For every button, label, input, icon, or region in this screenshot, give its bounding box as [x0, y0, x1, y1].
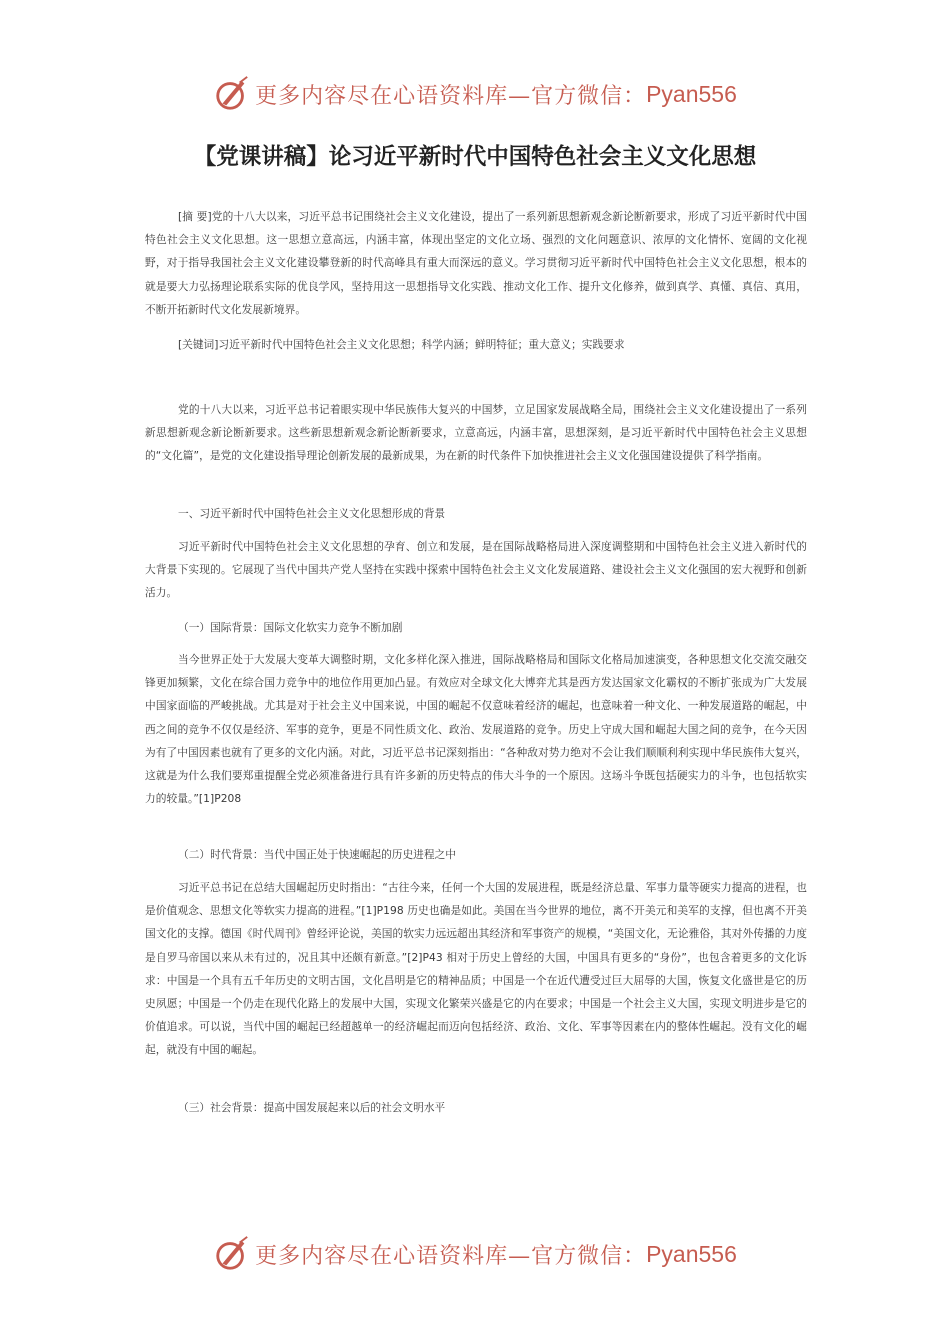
section-heading-1: 一、习近平新时代中国特色社会主义文化思想形成的背景: [178, 507, 446, 520]
subsection-heading-3: （三）社会背景：提高中国发展起来以后的社会文明水平: [178, 1101, 446, 1114]
footer-banner: [0, 1232, 950, 1276]
banner-wechat-id: Pyan556: [646, 1240, 737, 1267]
subsection-2-paragraph: 习近平总书记在总结大国崛起历史时指出：“古往今来，任何一个大国的发展进程，既是经济总量、军事力量等硬实力提高的进程，也是价值观念、思想文化等软实力提高的进程。”[1]P198 历史也确是如此。美国在当今世界的地位，离不开美元和美军的支撑，但也离不开美国文化的支撑。德国《时代周刊》曾经评论说，美国的软实力远远超出其经济和军事资产的规模，“美国文化，无论雅俗，其对外传播的力度是自罗马帝国以来从未有过的，况且其中还颇有新意。”[2]P43 相对于历史上曾经的大国，中国具有更多的“身份”，也包含着更多的文化诉求：中国是一个具有五千年历史的文明古国，文化昌明是它的精神品质；中国是一个在近代遭受过巨大屈辱的大国，恢复文化盛世是它的历史夙愿；中国是一个仍走在现代化路上的发展中大国，实现文化繁荣兴盛是它的内在要求；中国是一个社会主义大国，实现文明进步是它的价值追求。可以说，当代中国的崛起已经超越单一的经济崛起而迈向包括经济、政治、文化、军事等因素在内的整体性崛起。没有文化的崛起，就没有中国的崛起。: [145, 881, 807, 1057]
banner-text: 更多内容尽在心语资料库—官方微信：: [255, 1243, 647, 1269]
document-title: 【党课讲稿】论习近平新时代中国特色社会主义文化思想: [193, 144, 757, 170]
quill-logo-icon: [213, 1235, 251, 1273]
section-1-paragraph: 习近平新时代中国特色社会主义文化思想的孕育、创立和发展，是在国际战略格局进入深度调整期和中国特色社会主义进入新时代的大背景下实现的。它展现了当代中国共产党人坚持在实践中探索中国特色社会主义文化发展道路、建设社会主义文化强国的宏大视野和创新活力。: [145, 540, 807, 600]
subsection-heading-1: （一）国际背景：国际文化软实力竞争不断加剧: [178, 621, 403, 634]
abstract-paragraph: [摘 要]党的十八大以来，习近平总书记围绕社会主义文化建设，提出了一系列新思想新观念新论断新要求，形成了习近平新时代中国特色社会主义文化思想。这一思想立意高远，内涵丰富，体现出坚定的文化立场、强烈的文化问题意识、浓厚的文化情怀、宽阔的文化视野，对于指导我国社会主义文化建设攀登新的时代高峰具有重大而深远的意义。学习贯彻习近平新时代中国特色社会主义文化思想，根本的就是要大力弘扬理论联系实际的优良学风，坚持用这一思想指导文化实践、推动文化工作、提升文化修养，做到真学、真懂、真信、真用，不断开拓新时代文化发展新境界。: [145, 210, 807, 316]
subsection-heading-2: （二）时代背景：当代中国正处于快速崛起的历史进程之中: [178, 848, 456, 861]
banner-wechat-id: Pyan556: [646, 80, 737, 107]
intro-paragraph: 党的十八大以来，习近平总书记着眼实现中华民族伟大复兴的中国梦，立足国家发展战略全局，围绕社会主义文化建设提出了一系列新思想新观念新论断新要求。这些新思想新观念新论断新要求，立意高远，内涵丰富，思想深刻，是习近平新时代中国特色社会主义思想的“文化篇”，是党的文化建设指导理论创新发展的最新成果，为在新的时代条件下加快推进社会主义文化强国建设提供了科学指南。: [145, 403, 807, 463]
quill-logo-icon: [213, 75, 251, 113]
keywords-line: [关键词]习近平新时代中国特色社会主义文化思想；科学内涵；鲜明特征；重大意义；实践要求: [178, 338, 625, 351]
subsection-1-paragraph: 当今世界正处于大发展大变革大调整时期，文化多样化深入推进，国际战略格局和国际文化格局加速演变，各种思想文化交流交融交锋更加频繁，文化在综合国力竞争中的地位作用更加凸显。有效应对全球文化大博弈尤其是西方发达国家文化霸权的不断扩张成为广大发展中国家面临的严峻挑战。尤其是对于社会主义中国来说，中国的崛起不仅意味着经济的崛起，也意味着一种文化、一种发展道路的崛起，中西之间的竞争不仅仅是经济、军事的竞争，更是不同性质文化、政治、发展道路的竞争。历史上守成大国和崛起大国之间的竞争，在今天因为有了中国因素也就有了更多的文化内涵。对此，习近平总书记深刻指出：“各种敌对势力绝对不会让我们顺顺利利实现中华民族伟大复兴，这就是为什么我们要郑重提醒全党必须准备进行具有许多新的历史特点的伟大斗争的一个原因。这场斗争既包括硬实力的斗争，也包括软实力的较量。”[1]P208: [145, 653, 807, 806]
banner-text: 更多内容尽在心语资料库—官方微信：: [255, 83, 647, 109]
header-banner: [0, 72, 950, 116]
